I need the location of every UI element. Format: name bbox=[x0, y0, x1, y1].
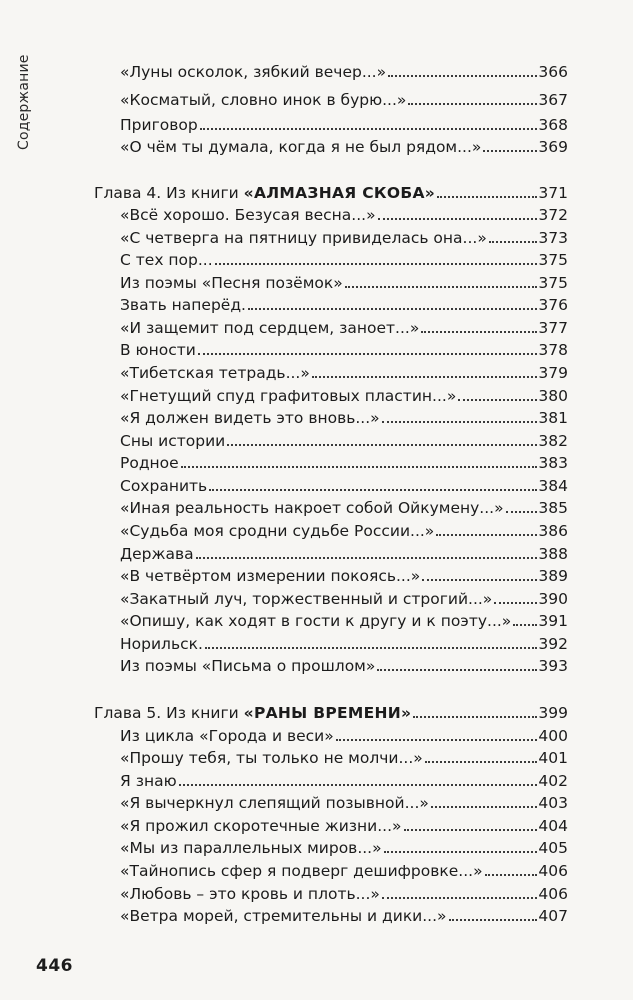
toc-page-number: 384 bbox=[538, 477, 568, 495]
toc-entry-row bbox=[120, 273, 568, 295]
dot-leader bbox=[227, 444, 537, 446]
toc-entry-title: «Прошу тебя, ты только не молчи...» bbox=[120, 749, 423, 767]
toc-entry-title: «Я должен видеть это вновь...» bbox=[120, 409, 380, 427]
toc-entry-title: «Я вычеркнул слепящий позывной...» bbox=[120, 794, 429, 812]
dot-leader bbox=[506, 511, 538, 513]
dot-leader bbox=[384, 851, 538, 853]
dot-leader bbox=[196, 557, 538, 559]
toc-entry-title: В юности bbox=[120, 341, 196, 359]
toc-entry-title: «Косматый, словно инок в бурю...» bbox=[120, 91, 407, 109]
toc-chapter-title bbox=[94, 703, 411, 723]
toc-entry-title: «В четвёртом измерении покоясь...» bbox=[120, 567, 421, 585]
toc-page-number: 367 bbox=[538, 91, 568, 109]
toc-page-number: 373 bbox=[538, 229, 568, 247]
dot-leader bbox=[198, 353, 538, 355]
dot-leader bbox=[312, 376, 538, 378]
dot-leader bbox=[494, 602, 537, 604]
toc-entry-title: «Закатный луч, торжественный и строгий...» bbox=[120, 590, 493, 608]
toc-entry-title: «С четверга на пятницу привиделась она...» bbox=[120, 229, 487, 247]
toc-page-number: 366 bbox=[538, 63, 568, 81]
toc-entry-title: Норильск. bbox=[120, 635, 203, 653]
dot-leader bbox=[485, 874, 538, 876]
toc-page-number: 389 bbox=[538, 567, 568, 585]
toc-entry-title: «И защемит под сердцем, заноет...» bbox=[120, 319, 420, 337]
toc-page-number: 390 bbox=[538, 590, 568, 608]
dot-leader bbox=[422, 579, 537, 581]
dot-leader bbox=[483, 150, 537, 152]
running-head: Содержание bbox=[16, 54, 32, 150]
toc-entry-row bbox=[120, 611, 568, 633]
toc-page-number: 369 bbox=[538, 138, 568, 156]
dot-leader bbox=[431, 806, 538, 808]
dot-leader bbox=[382, 421, 538, 423]
toc-entry-row bbox=[120, 386, 568, 408]
toc-page-number: 375 bbox=[538, 274, 568, 292]
toc-page-number: 378 bbox=[538, 341, 568, 359]
toc-page-number: 385 bbox=[538, 499, 568, 517]
toc-entry-row bbox=[120, 62, 568, 84]
toc-entry-title: «Любовь – это кровь и плоть...» bbox=[120, 885, 380, 903]
dot-leader bbox=[489, 241, 538, 243]
toc-entry-title: «Гнетущий спуд графитовых пластин...» bbox=[120, 387, 457, 405]
dot-leader bbox=[425, 761, 538, 763]
toc-page-number: 405 bbox=[538, 839, 568, 857]
dot-leader bbox=[408, 103, 537, 105]
toc-page-number: 368 bbox=[538, 116, 568, 134]
dot-leader bbox=[215, 263, 538, 265]
toc-entry-row bbox=[120, 544, 568, 566]
toc-entry-row bbox=[120, 521, 568, 543]
dot-leader bbox=[436, 534, 537, 536]
dot-leader bbox=[209, 489, 537, 491]
toc-chapter-book-title: «АЛМАЗНАЯ СКОБА» bbox=[243, 184, 436, 202]
dot-leader bbox=[513, 624, 537, 626]
toc-entry-row bbox=[120, 228, 568, 250]
toc-page-number: 393 bbox=[538, 657, 568, 675]
toc-page-number: 388 bbox=[538, 545, 568, 563]
toc-page-number: 391 bbox=[538, 612, 568, 630]
dot-leader bbox=[200, 128, 538, 130]
toc-entry-row bbox=[120, 90, 568, 112]
toc-entry-title: Я знаю bbox=[120, 772, 177, 790]
toc-page-number: 381 bbox=[538, 409, 568, 427]
toc-entry-title: «Иная реальность накроет собой Ойкумену...» bbox=[120, 499, 504, 517]
toc-entry-title: Родное bbox=[120, 454, 179, 472]
toc-entry-row bbox=[120, 656, 568, 678]
toc-chapter-title bbox=[94, 183, 435, 203]
toc-entry-row bbox=[120, 431, 568, 453]
dot-leader bbox=[437, 196, 537, 198]
toc-entry-title: «О чём ты думала, когда я не был рядом...» bbox=[120, 138, 482, 156]
toc-entry-row bbox=[120, 498, 568, 520]
toc-entry-row bbox=[120, 793, 568, 815]
toc-entry-title: «Я прожил скоротечные жизни...» bbox=[120, 817, 402, 835]
toc-page-number: 377 bbox=[538, 319, 568, 337]
dot-leader bbox=[181, 466, 538, 468]
toc-page-number: 383 bbox=[538, 454, 568, 472]
toc-entry-row bbox=[120, 838, 568, 860]
toc-page-number: 372 bbox=[538, 206, 568, 224]
toc-entry-row bbox=[120, 634, 568, 656]
dot-leader bbox=[382, 897, 538, 899]
toc-page-number: 400 bbox=[538, 727, 568, 745]
toc-page-number: 392 bbox=[538, 635, 568, 653]
toc-page-number: 371 bbox=[538, 184, 568, 202]
toc-chapter-row bbox=[94, 183, 568, 205]
toc-entry-title: «Ветра морей, стремительны и дики...» bbox=[120, 907, 447, 925]
toc-chapter-book-title: «РАНЫ ВРЕМЕНИ» bbox=[243, 704, 412, 722]
toc-entry-title: «Опишу, как ходят в гости к другу и к поэту...» bbox=[120, 612, 512, 630]
toc-entry-title: Из поэмы «Письма о прошлом» bbox=[120, 657, 376, 675]
toc-page-number: 386 bbox=[538, 522, 568, 540]
toc-entry-row bbox=[120, 771, 568, 793]
toc-entry-row bbox=[120, 340, 568, 362]
toc-page-number: 404 bbox=[538, 817, 568, 835]
toc-entry-row bbox=[120, 816, 568, 838]
page-number: 446 bbox=[36, 956, 73, 976]
toc-entry-row bbox=[120, 726, 568, 748]
toc-page-number: 399 bbox=[538, 704, 568, 722]
dot-leader bbox=[388, 75, 537, 77]
toc-entry-row bbox=[120, 566, 568, 588]
dot-leader bbox=[421, 331, 537, 333]
toc-entry-title: «Тибетская тетрадь...» bbox=[120, 364, 310, 382]
toc-entry-row bbox=[120, 115, 568, 137]
toc-page-number: 380 bbox=[538, 387, 568, 405]
dot-leader bbox=[248, 308, 537, 310]
dot-leader bbox=[179, 784, 538, 786]
toc-entry-row bbox=[120, 861, 568, 883]
toc-entry-title: Приговор bbox=[120, 116, 198, 134]
toc-page-number: 375 bbox=[538, 251, 568, 269]
dot-leader bbox=[413, 716, 537, 718]
dot-leader bbox=[449, 919, 538, 921]
toc-page-number: 406 bbox=[538, 885, 568, 903]
toc-entry-title: Держава bbox=[120, 545, 194, 563]
toc-chapter-row bbox=[94, 703, 568, 725]
toc-entry-row bbox=[120, 295, 568, 317]
dot-leader bbox=[205, 647, 538, 649]
toc-entry-row bbox=[120, 250, 568, 272]
toc-entry-row bbox=[120, 906, 568, 928]
toc-entry-row bbox=[120, 205, 568, 227]
toc-entry-title: «Тайнопись сфер я подверг дешифровке...» bbox=[120, 862, 483, 880]
dot-leader bbox=[345, 286, 538, 288]
toc-page-number: 379 bbox=[538, 364, 568, 382]
dot-leader bbox=[404, 829, 538, 831]
toc-entry-row bbox=[120, 884, 568, 906]
toc-entry-title: Из цикла «Города и веси» bbox=[120, 727, 334, 745]
toc-chapter-prefix: Глава 5. Из книги bbox=[94, 704, 244, 722]
toc-entry-row bbox=[120, 137, 568, 159]
toc-entry-title: «Судьба моя сродни судьбе России...» bbox=[120, 522, 435, 540]
toc-entry-title: Из поэмы «Песня позёмок» bbox=[120, 274, 343, 292]
dot-leader bbox=[336, 739, 538, 741]
toc-entry-row bbox=[120, 318, 568, 340]
dot-leader bbox=[458, 399, 537, 401]
toc-entry-row bbox=[120, 453, 568, 475]
toc-entry-title: Сны истории bbox=[120, 432, 226, 450]
toc-entry-title: С тех пор... bbox=[120, 251, 213, 269]
toc-page-number: 403 bbox=[538, 794, 568, 812]
toc-chapter-prefix: Глава 4. Из книги bbox=[94, 184, 244, 202]
toc-entry-row bbox=[120, 589, 568, 611]
toc-entry-title: Звать наперёд. bbox=[120, 296, 246, 314]
toc-entry-title: «Луны осколок, зябкий вечер...» bbox=[120, 63, 387, 81]
toc-page-number: 406 bbox=[538, 862, 568, 880]
toc-entry-row bbox=[120, 748, 568, 770]
toc-page-number: 382 bbox=[538, 432, 568, 450]
toc-entry-title: «Мы из параллельных миров...» bbox=[120, 839, 382, 857]
dot-leader bbox=[378, 218, 538, 220]
toc-entry-row bbox=[120, 408, 568, 430]
toc-page-number: 407 bbox=[538, 907, 568, 925]
toc-entry-title: Сохранить bbox=[120, 477, 208, 495]
dot-leader bbox=[377, 669, 537, 671]
toc-entry-title: «Всё хорошо. Безусая весна...» bbox=[120, 206, 376, 224]
toc-page-number: 376 bbox=[538, 296, 568, 314]
toc-page-number: 401 bbox=[538, 749, 568, 767]
toc-page-number: 402 bbox=[538, 772, 568, 790]
toc-entry-row bbox=[120, 476, 568, 498]
toc-entry-row bbox=[120, 363, 568, 385]
